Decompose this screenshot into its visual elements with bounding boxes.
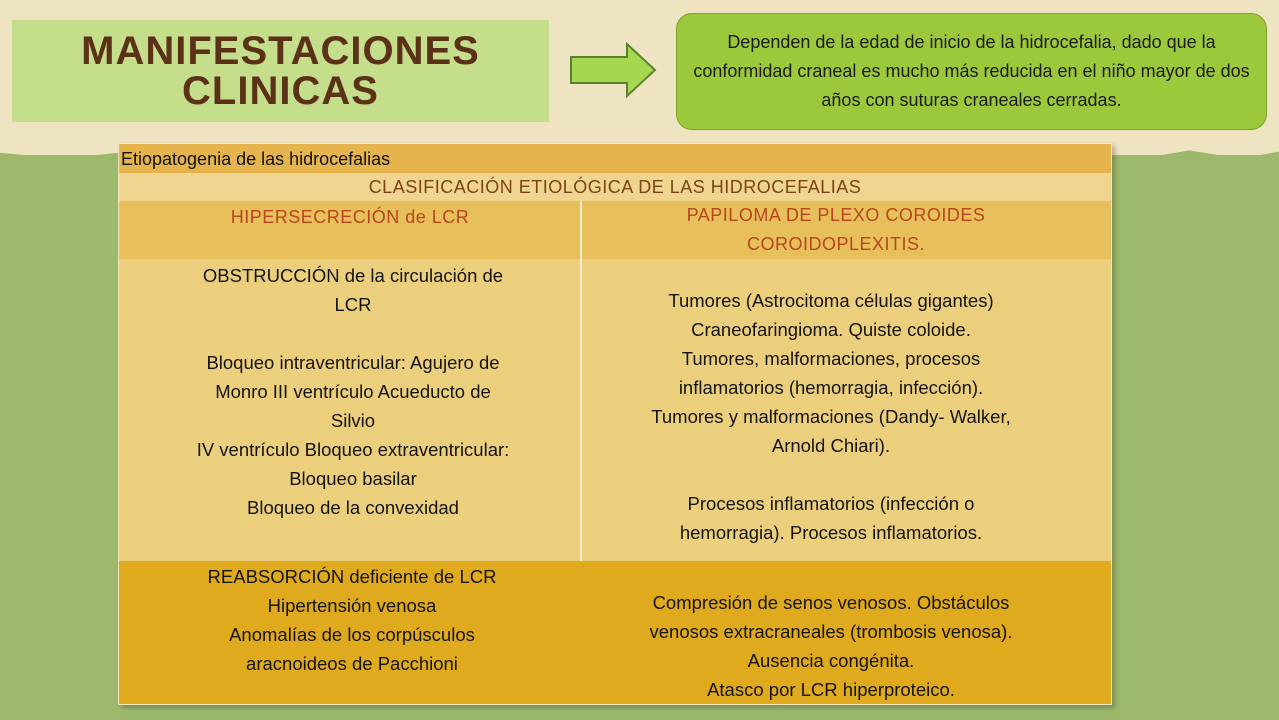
callout-bubble — [676, 13, 1267, 130]
table-cell — [581, 201, 1111, 259]
table-cell — [119, 259, 581, 561]
table-row — [119, 561, 1111, 704]
table-cell — [581, 561, 1111, 704]
right-arrow-icon — [569, 42, 657, 98]
table-row — [119, 259, 1111, 561]
cause-reabsorption: REABSORCIÓN deficiente de LCR Hipertensión venosa Anomalías de los corpúsculos aracnoideos de Pacchioni — [207, 566, 497, 674]
table-label: Etiopatogenia de las hidrocefalias — [121, 149, 391, 169]
cause-hypersecretion: HIPERSECRECIÓN de LCR — [230, 207, 470, 227]
examples-obstruction: Tumores (Astrocitoma células gigantes) Craneofaringioma. Quiste coloide. Tumores, malformaciones, procesos inflamatorios (hemorragia, infección). Tumores y malformaciones (Dandy- Walker, Arnold Chiari). Procesos inflamatorios (infección o hemorragia). Procesos inflamatorios. — [651, 290, 1011, 543]
etiology-table — [118, 143, 1112, 705]
cause-obstruction: OBSTRUCCIÓN de la circulación de LCR Bloqueo intraventricular: Agujero de Monro III ventrículo Acueducto de Silvio IV ventrículo Bloqueo extraventricular: Bloqueo basilar Bloqueo de la convexidad — [196, 265, 510, 518]
slide-title: MANIFESTACIONES CLINICAS — [81, 29, 480, 113]
examples-reabsorption: Compresión de senos venosos. Obstáculos venosos extracraneales (trombosis venosa). Ausencia congénita. Atasco por LCR hiperproteico. — [649, 592, 1013, 700]
title-box — [12, 20, 549, 122]
table-label-row — [119, 144, 1111, 173]
table-cell — [581, 259, 1111, 561]
table-cell — [119, 201, 581, 259]
table-cell — [119, 561, 581, 704]
column-divider — [580, 201, 582, 561]
table-row — [119, 201, 1111, 259]
callout-text: Dependen de la edad de inicio de la hidrocefalia, dado que la conformidad craneal es mucho más reducida en el niño mayor de dos años con suturas craneales cerradas. — [693, 32, 1250, 110]
table-heading: CLASIFICACIÓN ETIOLÓGICA DE LAS HIDROCEFALIAS — [368, 177, 862, 197]
examples-hypersecretion: PAPILOMA DE PLEXO COROIDES COROIDOPLEXITIS. — [686, 205, 986, 254]
table-heading-row — [119, 173, 1111, 201]
